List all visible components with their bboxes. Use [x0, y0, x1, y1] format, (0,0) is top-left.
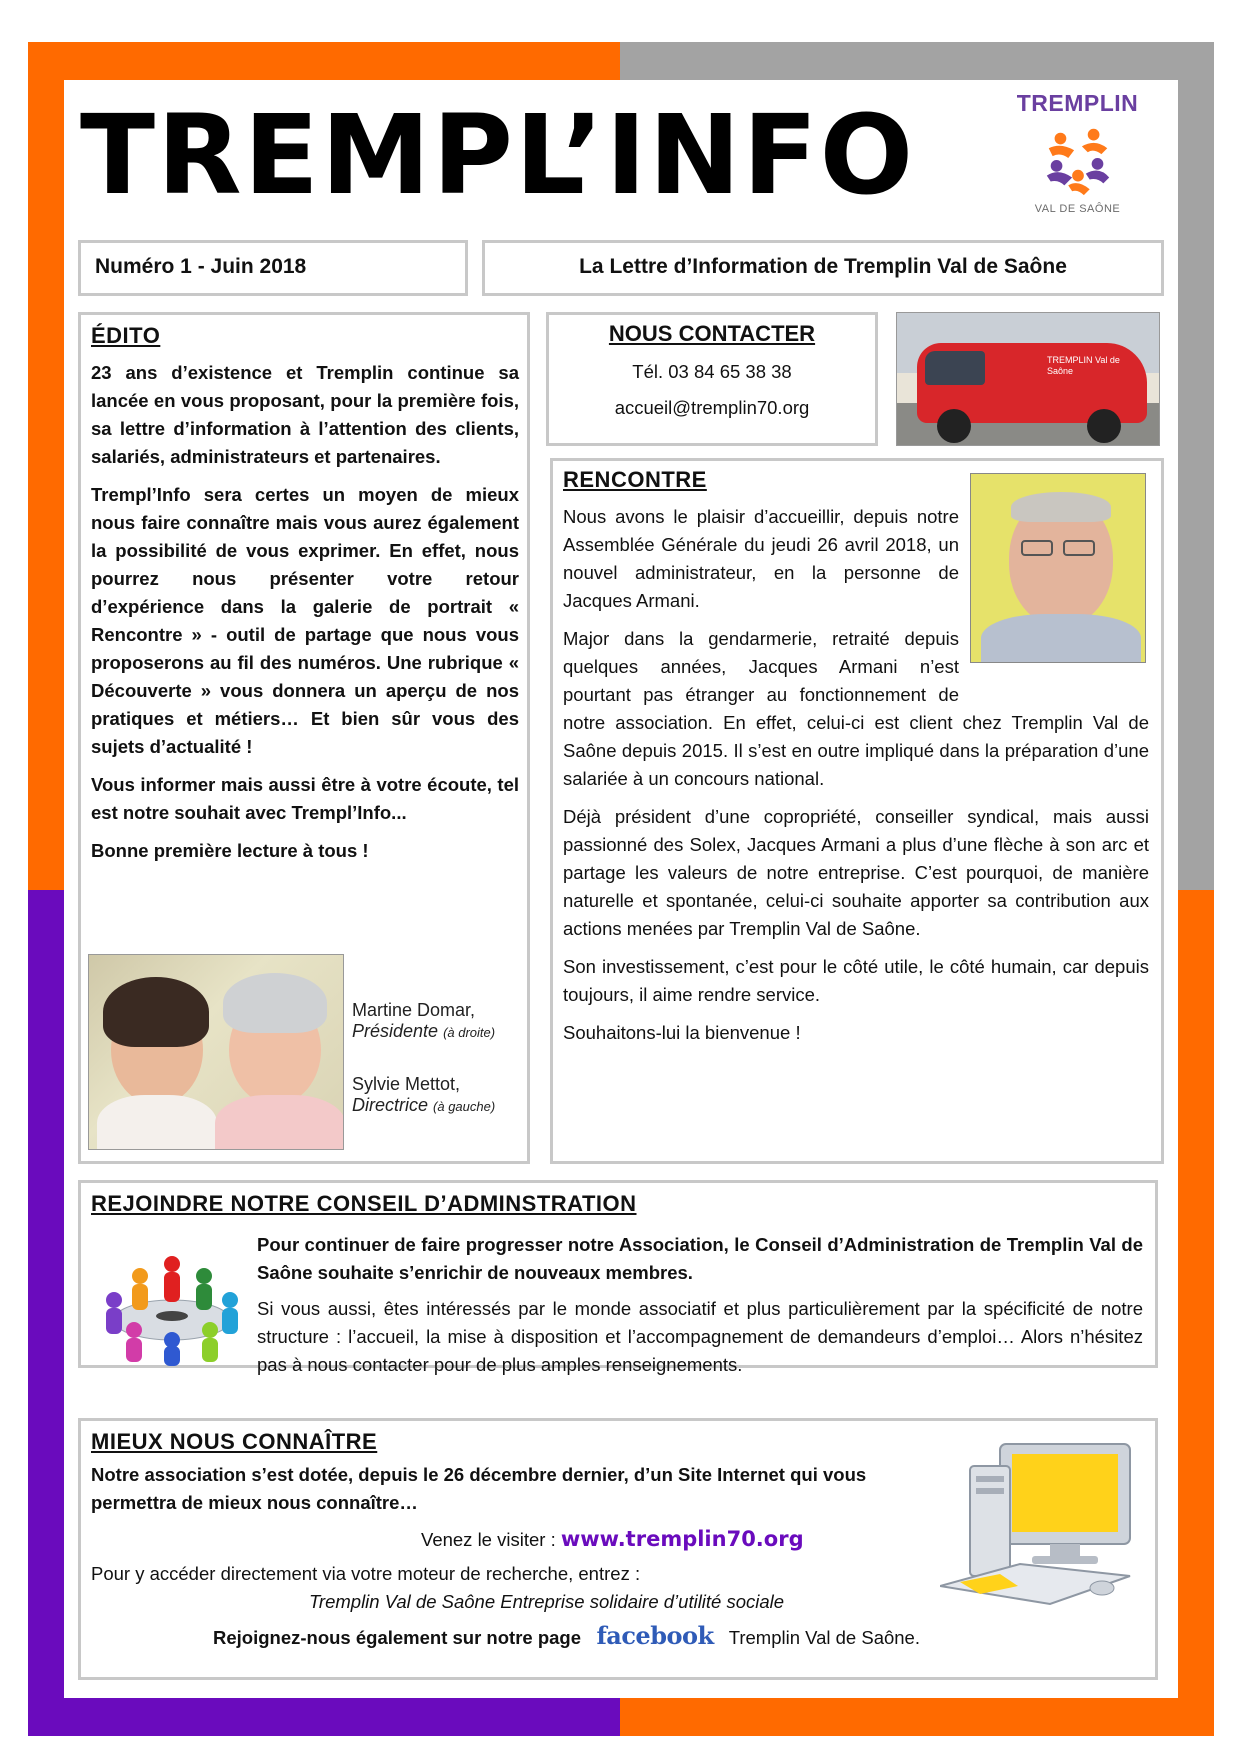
- round-table-icon: [90, 1236, 252, 1366]
- search-terms: Tremplin Val de Saône Entreprise solidaire d’utilité sociale: [309, 1591, 785, 1612]
- caption-note: (à droite): [443, 1025, 496, 1040]
- contact-section: [546, 312, 878, 446]
- rencontre-paragraph: Déjà président d’une copropriété, conseiller syndical, mais aussi passionné des Solex, Jacques Armani a plus d’une flèche à son arc et partage les valeurs de notre entreprise. C’est pourquoi, de manière naturelle et spontanée, celui-ci souhaite apporter sa contribution aux actions menées par Tremplin Val de Saône.: [563, 806, 1149, 939]
- conseil-paragraph: Si vous aussi, êtes intéressés par le monde associatif et plus particulièrement par la spécificité de notre structure : l’accueil, la mise à disposition et l’accompagnement de demandeurs d’emploi… Alors n’hésitez pas à nous contacter pour de plus amples renseignements.: [257, 1298, 1143, 1375]
- tagline-box: [482, 240, 1164, 296]
- edito-paragraph: 23 ans d’existence et Tremplin continue sa lancée en vous proposant, pour la première fois, sa lettre d’information à l’attention des clients, salariés, administrateurs et partenaires.: [91, 362, 519, 467]
- edito-paragraph: Bonne première lecture à tous !: [91, 840, 369, 861]
- edito-paragraph: Trempl’Info sera certes un moyen de mieux nous faire connaître mais vous aurez également la possibilité de vous exprimer. En effet, nous pourrez nous présenter votre retour d’expérience dans la galerie de portrait « Rencontre » - outil de partage que nous vous proposerons au fil des numéros. Une rubrique « Découverte » vous donnera un aperçu de nos pratiques et métiers… Et bien sûr vous des sujets d’actualité !: [91, 484, 519, 757]
- van-lettering: TREMPLIN Val de Saône: [1047, 355, 1120, 376]
- photo-presidente-directrice: [88, 954, 344, 1150]
- tagline-text: La Lettre d’Information de Tremplin Val de Saône: [579, 255, 1067, 278]
- mieux-title: MIEUX NOUS CONNAÎTRE: [91, 1429, 378, 1454]
- masthead-title: TREMPL’INFO: [80, 91, 916, 219]
- caption-note: (à gauche): [433, 1099, 496, 1114]
- visit-label: Venez le visiter :: [421, 1529, 556, 1550]
- rencontre-paragraph: Major dans la gendarmerie, retraité depuis quelques années, Jacques Armani n’est pourtant pas étranger au fonctionnement de notre association. En effet, celui-ci est client chez Tremplin Val de Saône depuis 2015. Il s’est en outre impliqué dans la préparation d’une salariée à un concours national.: [563, 628, 1149, 789]
- conseil-title: REJOINDRE NOTRE CONSEIL D’ADMINSTRATION: [91, 1191, 637, 1216]
- contact-title: NOUS CONTACTER: [608, 321, 816, 346]
- edito-paragraph: Vous informer mais aussi être à votre écoute, tel est notre souhait avec Trempl’Info...: [91, 774, 519, 823]
- facebook-intro: Rejoignez-nous également sur notre page: [213, 1627, 582, 1648]
- caption-role: Directrice: [352, 1095, 429, 1115]
- rencontre-title: RENCONTRE: [563, 467, 707, 492]
- contact-email[interactable]: accueil@tremplin70.org: [614, 397, 810, 418]
- search-intro: Pour y accéder directement via votre moteur de recherche, entrez :: [91, 1563, 641, 1584]
- people-circle-icon: [1039, 121, 1117, 199]
- rencontre-paragraph: Souhaitons-lui la bienvenue !: [563, 1022, 801, 1043]
- issue-number-box: [78, 240, 468, 296]
- conseil-paragraph: Pour continuer de faire progresser notre Association, le Conseil d’Administration de Tremplin Val de Saône souhaite s’enrichir de nouveaux membres.: [257, 1234, 1143, 1283]
- contact-phone[interactable]: Tél. 03 84 65 38 38: [632, 361, 792, 382]
- caption-role: Présidente: [352, 1021, 439, 1041]
- logo-name: TREMPLIN: [1016, 90, 1139, 116]
- rencontre-paragraph: Son investissement, c’est pour le côté utile, le côté humain, car depuis toujours, il aime rendre service.: [563, 956, 1149, 1005]
- logo-subtitle: VAL DE SAÔNE: [1034, 203, 1121, 215]
- mieux-paragraph: Notre association s’est dotée, depuis le 26 décembre dernier, d’un Site Internet qui vous permettra de mieux nous connaître…: [91, 1464, 867, 1513]
- caption-name: Sylvie Mettot,: [352, 1074, 461, 1094]
- facebook-logo[interactable]: facebook: [596, 1621, 714, 1650]
- computer-icon: [940, 1436, 1140, 1606]
- rencontre-paragraph: Nous avons le plaisir d’accueillir, depuis notre Assemblée Générale du jeudi 26 avril 2018, un nouvel administrateur, en la personne de Jacques Armani.: [563, 506, 959, 611]
- portrait-jacques-armani: [970, 473, 1146, 663]
- facebook-page-name[interactable]: Tremplin Val de Saône.: [728, 1627, 920, 1648]
- issue-label: Numéro 1 - Juin 2018: [95, 255, 307, 278]
- edito-title: ÉDITO: [91, 323, 161, 348]
- van-photo: [896, 312, 1160, 446]
- tremplin-logo: [1010, 90, 1145, 225]
- website-link[interactable]: www.tremplin70.org: [560, 1527, 804, 1551]
- caption-name: Martine Domar,: [352, 1000, 476, 1020]
- caption-martine: [352, 1000, 495, 1042]
- caption-sylvie: [352, 1074, 495, 1116]
